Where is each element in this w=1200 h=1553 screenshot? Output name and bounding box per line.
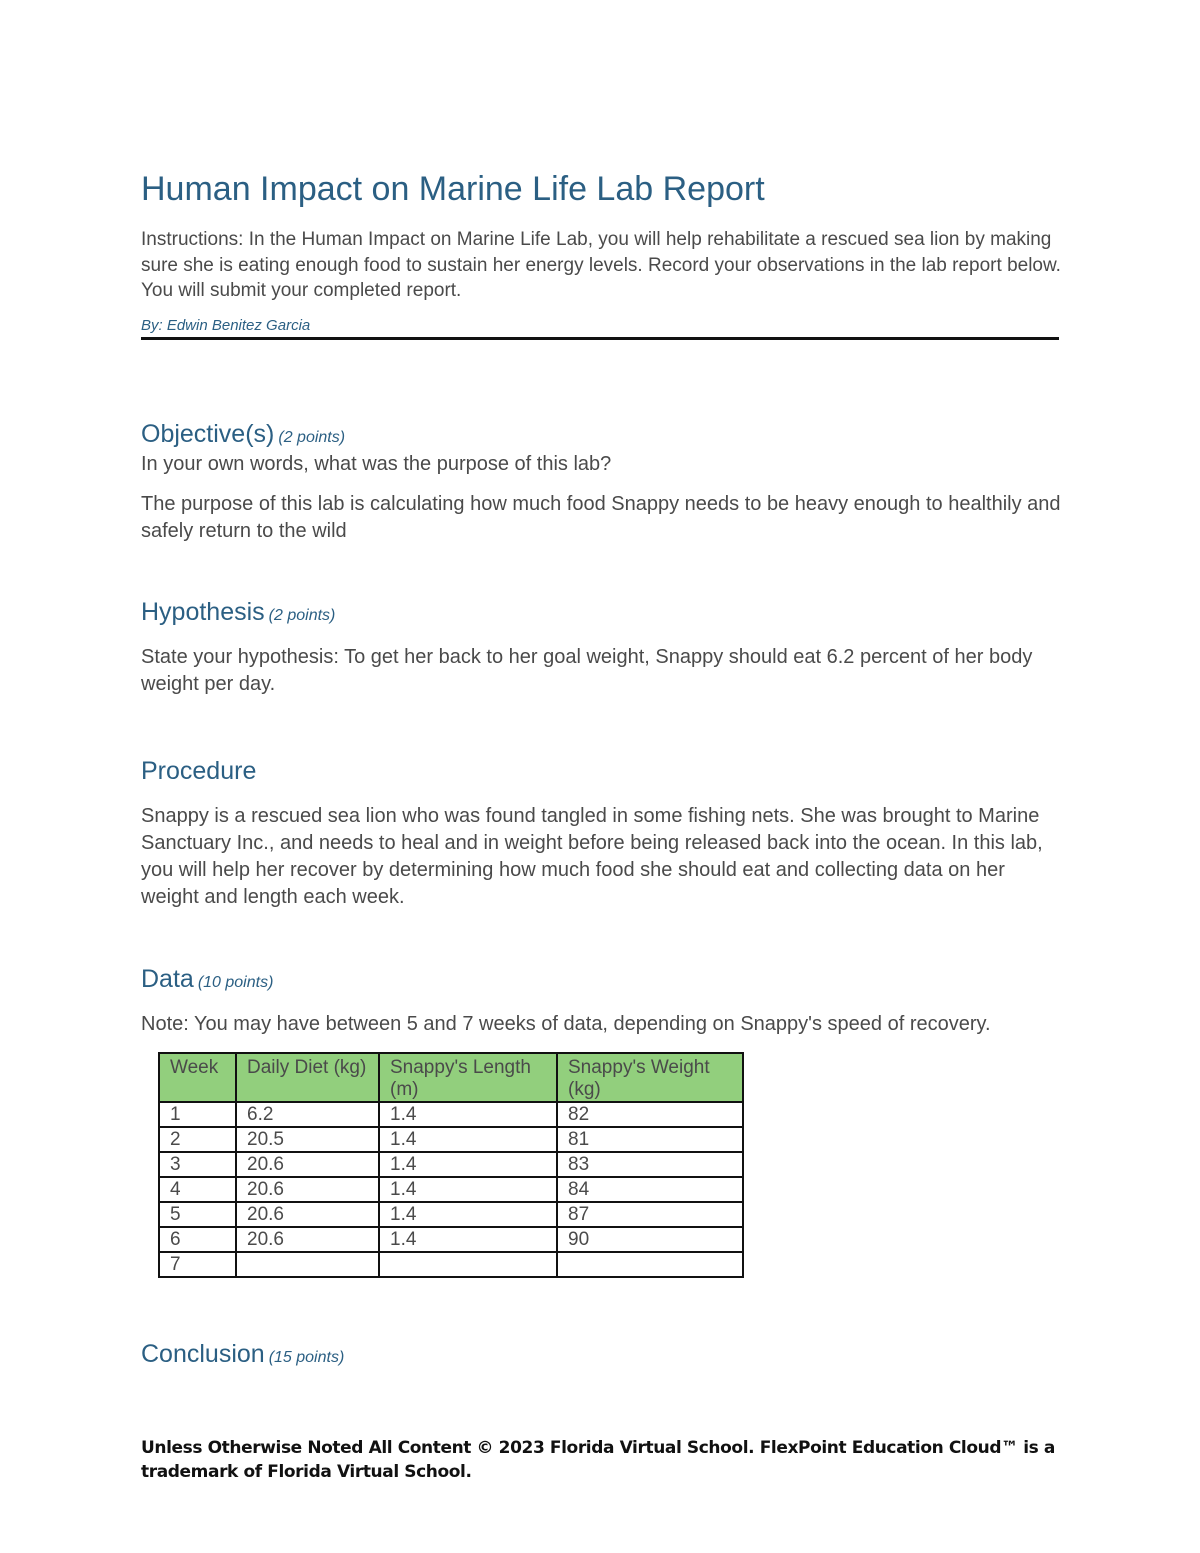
header-daily-diet: Daily Diet (kg) <box>236 1053 379 1102</box>
procedure-heading <box>141 757 256 786</box>
procedure-text: Snappy is a rescued sea lion who was found tangled in some fishing nets. She was brought to Marine Sanctuary Inc., and needs to heal and in weight before being released back into the ocean. In this lab, you will help her recover by determining how much food she should eat and collecting data on her weight and length each week. <box>141 805 1043 908</box>
data-heading-label: Data <box>141 965 194 993</box>
cell-length: 1.4 <box>379 1152 557 1177</box>
conclusion-points: (15 points) <box>268 1349 345 1366</box>
table-row <box>159 1102 743 1127</box>
cell-weight: 83 <box>557 1152 743 1177</box>
cell-week: 3 <box>159 1152 236 1177</box>
table-row <box>159 1127 743 1152</box>
conclusion-heading-label: Conclusion <box>141 1340 265 1368</box>
objective-heading <box>141 420 345 449</box>
objective-points: (2 points) <box>278 429 346 446</box>
objective-heading-label: Objective(s) <box>141 420 275 448</box>
table-header-row <box>159 1053 743 1102</box>
data-points: (10 points) <box>197 974 274 991</box>
table-row <box>159 1177 743 1202</box>
cell-length: 1.4 <box>379 1202 557 1227</box>
procedure-heading-label: Procedure <box>141 757 257 785</box>
cell-daily-diet: 6.2 <box>236 1102 379 1127</box>
cell-week: 7 <box>159 1252 236 1277</box>
cell-length: 1.4 <box>379 1177 557 1202</box>
cell-daily-diet: 20.6 <box>236 1227 379 1252</box>
instructions-text: Instructions: In the Human Impact on Marine Life Lab, you will help rehabilitate a rescued sea lion by making sure she is eating enough food to sustain her energy levels. Record your observations in the lab report below. You will submit your completed report. <box>141 229 1061 301</box>
cell-weight <box>557 1252 743 1277</box>
cell-length <box>379 1252 557 1277</box>
page-title: Human Impact on Marine Life Lab Report <box>141 170 765 208</box>
conclusion-heading <box>141 1340 344 1369</box>
cell-weight: 84 <box>557 1177 743 1202</box>
table-row <box>159 1252 743 1277</box>
header-weight: Snappy's Weight (kg) <box>557 1053 743 1102</box>
cell-weight: 82 <box>557 1102 743 1127</box>
header-length: Snappy's Length (m) <box>379 1053 557 1102</box>
cell-week: 6 <box>159 1227 236 1252</box>
cell-weight: 90 <box>557 1227 743 1252</box>
cell-week: 1 <box>159 1102 236 1127</box>
cell-daily-diet: 20.6 <box>236 1152 379 1177</box>
table-row <box>159 1202 743 1227</box>
author-byline: By: Edwin Benitez Garcia <box>141 317 311 334</box>
cell-week: 4 <box>159 1177 236 1202</box>
data-table <box>158 1052 744 1278</box>
objective-question: In your own words, what was the purpose of this lab? <box>141 453 612 475</box>
cell-week: 2 <box>159 1127 236 1152</box>
hypothesis-points: (2 points) <box>268 607 336 624</box>
cell-week: 5 <box>159 1202 236 1227</box>
cell-length: 1.4 <box>379 1227 557 1252</box>
table-row <box>159 1152 743 1177</box>
hypothesis-heading-label: Hypothesis <box>141 598 265 626</box>
cell-weight: 87 <box>557 1202 743 1227</box>
cell-length: 1.4 <box>379 1102 557 1127</box>
cell-daily-diet: 20.6 <box>236 1202 379 1227</box>
title-divider <box>141 337 1059 340</box>
cell-daily-diet: 20.6 <box>236 1177 379 1202</box>
table-row <box>159 1227 743 1252</box>
header-week: Week <box>159 1053 236 1102</box>
cell-daily-diet: 20.5 <box>236 1127 379 1152</box>
hypothesis-text: State your hypothesis: To get her back to her goal weight, Snappy should eat 6.2 percent of her body weight per day. <box>141 646 1033 695</box>
cell-length: 1.4 <box>379 1127 557 1152</box>
data-heading <box>141 965 273 994</box>
cell-weight: 81 <box>557 1127 743 1152</box>
cell-daily-diet <box>236 1252 379 1277</box>
objective-answer: The purpose of this lab is calculating how much food Snappy needs to be heavy enough to healthily and safely return to the wild <box>141 493 1061 542</box>
data-note: Note: You may have between 5 and 7 weeks of data, depending on Snappy's speed of recovery. <box>141 1013 991 1035</box>
hypothesis-heading <box>141 598 335 627</box>
copyright-footer: Unless Otherwise Noted All Content © 2023 Florida Virtual School. FlexPoint Education Cloud™ is a trademark of Florida Virtual School. <box>141 1438 1055 1482</box>
